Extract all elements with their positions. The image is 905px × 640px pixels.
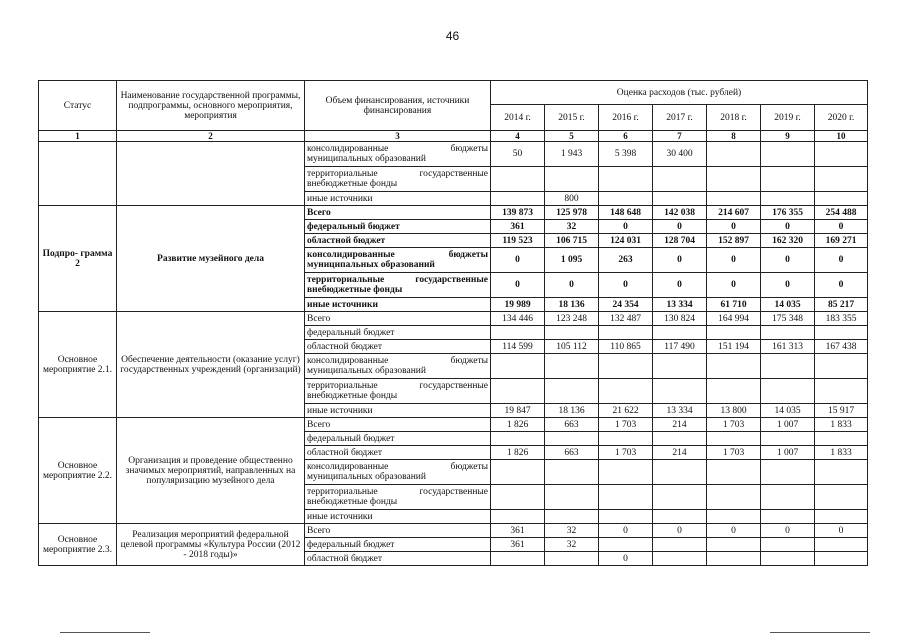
- header-volume: Объем финансирования, источники финансирования: [305, 81, 491, 131]
- program-name-cell: [117, 142, 305, 206]
- amount-cell: 15 917: [815, 404, 868, 418]
- amount-cell: 161 313: [761, 340, 815, 354]
- amount-cell: 30 400: [653, 142, 707, 167]
- amount-cell: 214: [653, 418, 707, 432]
- amount-cell: 0: [599, 524, 653, 538]
- amount-cell: [761, 552, 815, 566]
- funding-source-cell: территориальные государственные внебюджетные фонды: [305, 167, 491, 192]
- funding-source-cell: консолидированные бюджеты муниципальных образований: [305, 248, 491, 273]
- amount-cell: [653, 432, 707, 446]
- amount-cell: 21 622: [599, 404, 653, 418]
- amount-cell: 128 704: [653, 234, 707, 248]
- header-estimate: Оценка расходов (тыс. рублей): [491, 81, 868, 105]
- amount-cell: 663: [545, 446, 599, 460]
- amount-cell: [599, 192, 653, 206]
- amount-cell: 0: [707, 248, 761, 273]
- amount-cell: 0: [707, 220, 761, 234]
- amount-cell: [815, 538, 868, 552]
- column-index: 6: [599, 131, 653, 142]
- amount-cell: 13 800: [707, 404, 761, 418]
- amount-cell: [653, 167, 707, 192]
- amount-cell: [599, 538, 653, 552]
- amount-cell: 151 194: [707, 340, 761, 354]
- amount-cell: 19 989: [491, 298, 545, 312]
- amount-cell: [707, 485, 761, 510]
- amount-cell: [761, 460, 815, 485]
- program-name-cell: Реализация мероприятий федеральной целевой программы «Культура России (2012 - 2018 годы)»: [117, 524, 305, 566]
- amount-cell: 800: [545, 192, 599, 206]
- amount-cell: 0: [491, 273, 545, 298]
- amount-cell: [707, 167, 761, 192]
- amount-cell: [707, 538, 761, 552]
- status-cell: Основное мероприятие 2.1.: [39, 312, 117, 418]
- amount-cell: 18 136: [545, 298, 599, 312]
- amount-cell: 1 826: [491, 446, 545, 460]
- amount-cell: 124 031: [599, 234, 653, 248]
- amount-cell: [491, 192, 545, 206]
- funding-source-cell: территориальные государственные внебюджетные фонды: [305, 485, 491, 510]
- amount-cell: [761, 192, 815, 206]
- amount-cell: 19 847: [491, 404, 545, 418]
- amount-cell: [761, 485, 815, 510]
- table-row: [39, 312, 868, 326]
- funding-source-cell: иные источники: [305, 298, 491, 312]
- status-cell: Основное мероприятие 2.2.: [39, 418, 117, 524]
- amount-cell: 1 703: [707, 446, 761, 460]
- amount-cell: 0: [599, 273, 653, 298]
- amount-cell: [707, 460, 761, 485]
- amount-cell: [599, 432, 653, 446]
- program-name-cell: Развитие музейного дела: [117, 206, 305, 312]
- amount-cell: [761, 432, 815, 446]
- amount-cell: 106 715: [545, 234, 599, 248]
- amount-cell: 18 136: [545, 404, 599, 418]
- amount-cell: [815, 379, 868, 404]
- amount-cell: 134 446: [491, 312, 545, 326]
- amount-cell: 117 490: [653, 340, 707, 354]
- amount-cell: [491, 432, 545, 446]
- amount-cell: [653, 485, 707, 510]
- program-name-cell: Организация и проведение общественно значимых мероприятий, направленных на популяризацию музейного дела: [117, 418, 305, 524]
- amount-cell: 152 897: [707, 234, 761, 248]
- amount-cell: 148 648: [599, 206, 653, 220]
- funding-source-cell: территориальные государственные внебюджетные фонды: [305, 273, 491, 298]
- amount-cell: [545, 326, 599, 340]
- column-index: 5: [545, 131, 599, 142]
- amount-cell: 175 348: [761, 312, 815, 326]
- amount-cell: [545, 432, 599, 446]
- funding-source-cell: федеральный бюджет: [305, 220, 491, 234]
- amount-cell: [761, 142, 815, 167]
- amount-cell: 0: [761, 273, 815, 298]
- table-body: [39, 142, 868, 566]
- amount-cell: 61 710: [707, 298, 761, 312]
- amount-cell: 1 833: [815, 418, 868, 432]
- column-index: 4: [491, 131, 545, 142]
- amount-cell: 0: [707, 273, 761, 298]
- header-year: 2016 г.: [599, 105, 653, 131]
- column-index: 7: [653, 131, 707, 142]
- amount-cell: [707, 379, 761, 404]
- amount-cell: 13 334: [653, 298, 707, 312]
- amount-cell: 1 007: [761, 418, 815, 432]
- table-row: [39, 206, 868, 220]
- amount-cell: 167 438: [815, 340, 868, 354]
- table-header: [39, 81, 868, 142]
- funding-source-cell: Всего: [305, 206, 491, 220]
- amount-cell: [815, 485, 868, 510]
- amount-cell: 1 095: [545, 248, 599, 273]
- amount-cell: [761, 326, 815, 340]
- amount-cell: 0: [707, 524, 761, 538]
- amount-cell: [491, 552, 545, 566]
- amount-cell: 0: [653, 524, 707, 538]
- page-edge-line: [60, 632, 150, 633]
- budget-table: [38, 80, 868, 566]
- amount-cell: [707, 192, 761, 206]
- amount-cell: [599, 485, 653, 510]
- amount-cell: [761, 354, 815, 379]
- amount-cell: 123 248: [545, 312, 599, 326]
- amount-cell: 14 035: [761, 298, 815, 312]
- amount-cell: 183 355: [815, 312, 868, 326]
- amount-cell: 32: [545, 220, 599, 234]
- amount-cell: 125 978: [545, 206, 599, 220]
- amount-cell: [815, 460, 868, 485]
- amount-cell: 0: [815, 524, 868, 538]
- funding-source-cell: областной бюджет: [305, 340, 491, 354]
- funding-source-cell: иные источники: [305, 192, 491, 206]
- header-year: 2019 г.: [761, 105, 815, 131]
- amount-cell: [653, 460, 707, 485]
- amount-cell: [491, 510, 545, 524]
- amount-cell: 139 873: [491, 206, 545, 220]
- amount-cell: 0: [815, 273, 868, 298]
- amount-cell: 0: [815, 220, 868, 234]
- amount-cell: 1 826: [491, 418, 545, 432]
- amount-cell: 0: [599, 552, 653, 566]
- table-row: [39, 524, 868, 538]
- funding-source-cell: Всего: [305, 418, 491, 432]
- column-index: 8: [707, 131, 761, 142]
- amount-cell: 14 035: [761, 404, 815, 418]
- header-name: Наименование государственной программы, подпрограммы, основного мероприятия, мероприятия: [117, 81, 305, 131]
- amount-cell: [815, 354, 868, 379]
- amount-cell: [707, 552, 761, 566]
- column-index: 10: [815, 131, 868, 142]
- header-year: 2020 г.: [815, 105, 868, 131]
- amount-cell: [491, 354, 545, 379]
- amount-cell: 130 824: [653, 312, 707, 326]
- amount-cell: 1 943: [545, 142, 599, 167]
- column-index: 9: [761, 131, 815, 142]
- amount-cell: 214: [653, 446, 707, 460]
- amount-cell: 24 354: [599, 298, 653, 312]
- funding-source-cell: иные источники: [305, 404, 491, 418]
- amount-cell: 1 007: [761, 446, 815, 460]
- header-year: 2015 г.: [545, 105, 599, 131]
- funding-source-cell: Всего: [305, 312, 491, 326]
- amount-cell: [707, 432, 761, 446]
- column-index: 2: [117, 131, 305, 142]
- amount-cell: [653, 354, 707, 379]
- funding-source-cell: консолидированные бюджеты муниципальных образований: [305, 354, 491, 379]
- amount-cell: 110 865: [599, 340, 653, 354]
- status-cell: Основное мероприятие 2.3.: [39, 524, 117, 566]
- amount-cell: 1 703: [599, 446, 653, 460]
- amount-cell: 169 271: [815, 234, 868, 248]
- header-year: 2017 г.: [653, 105, 707, 131]
- funding-source-cell: иные источники: [305, 510, 491, 524]
- amount-cell: [545, 552, 599, 566]
- amount-cell: 176 355: [761, 206, 815, 220]
- amount-cell: 0: [761, 524, 815, 538]
- amount-cell: 0: [545, 273, 599, 298]
- amount-cell: [815, 552, 868, 566]
- amount-cell: 50: [491, 142, 545, 167]
- funding-source-cell: областной бюджет: [305, 234, 491, 248]
- amount-cell: 132 487: [599, 312, 653, 326]
- amount-cell: 13 334: [653, 404, 707, 418]
- amount-cell: 0: [653, 220, 707, 234]
- header-year: 2018 г.: [707, 105, 761, 131]
- funding-source-cell: областной бюджет: [305, 552, 491, 566]
- header-status: Статус: [39, 81, 117, 131]
- amount-cell: [599, 167, 653, 192]
- amount-cell: [761, 167, 815, 192]
- amount-cell: 5 398: [599, 142, 653, 167]
- page-number: 46: [445, 29, 460, 43]
- amount-cell: [761, 538, 815, 552]
- amount-cell: 114 599: [491, 340, 545, 354]
- amount-cell: 663: [545, 418, 599, 432]
- funding-source-cell: федеральный бюджет: [305, 326, 491, 340]
- amount-cell: [599, 379, 653, 404]
- table-row: [39, 142, 868, 167]
- funding-source-cell: федеральный бюджет: [305, 538, 491, 552]
- amount-cell: 1 703: [707, 418, 761, 432]
- amount-cell: [653, 379, 707, 404]
- amount-cell: [815, 326, 868, 340]
- amount-cell: [653, 510, 707, 524]
- amount-cell: 361: [491, 538, 545, 552]
- amount-cell: [491, 379, 545, 404]
- amount-cell: [707, 510, 761, 524]
- program-name-cell: Обеспечение деятельности (оказание услуг) государственных учреждений (организаций): [117, 312, 305, 418]
- amount-cell: [707, 142, 761, 167]
- amount-cell: 0: [491, 248, 545, 273]
- amount-cell: 263: [599, 248, 653, 273]
- amount-cell: 0: [761, 248, 815, 273]
- amount-cell: 0: [653, 273, 707, 298]
- page-edge-line: [770, 632, 870, 633]
- amount-cell: 85 217: [815, 298, 868, 312]
- amount-cell: [491, 167, 545, 192]
- amount-cell: [653, 326, 707, 340]
- column-index-row: [39, 131, 868, 142]
- amount-cell: 1 703: [599, 418, 653, 432]
- amount-cell: [707, 354, 761, 379]
- funding-source-cell: федеральный бюджет: [305, 432, 491, 446]
- amount-cell: 254 488: [815, 206, 868, 220]
- header-year: 2014 г.: [491, 105, 545, 131]
- amount-cell: [491, 460, 545, 485]
- funding-source-cell: консолидированные бюджеты муниципальных образований: [305, 142, 491, 167]
- amount-cell: [545, 510, 599, 524]
- amount-cell: 361: [491, 220, 545, 234]
- amount-cell: [815, 432, 868, 446]
- amount-cell: [815, 142, 868, 167]
- amount-cell: [491, 485, 545, 510]
- funding-source-cell: областной бюджет: [305, 446, 491, 460]
- amount-cell: [653, 552, 707, 566]
- amount-cell: [815, 510, 868, 524]
- amount-cell: 214 607: [707, 206, 761, 220]
- amount-cell: [545, 354, 599, 379]
- amount-cell: [545, 167, 599, 192]
- amount-cell: [599, 510, 653, 524]
- column-index: 3: [305, 131, 491, 142]
- amount-cell: 0: [815, 248, 868, 273]
- amount-cell: [599, 460, 653, 485]
- amount-cell: 105 112: [545, 340, 599, 354]
- amount-cell: 0: [599, 220, 653, 234]
- amount-cell: [545, 379, 599, 404]
- amount-cell: 1 833: [815, 446, 868, 460]
- amount-cell: [545, 460, 599, 485]
- amount-cell: 32: [545, 538, 599, 552]
- amount-cell: [653, 192, 707, 206]
- amount-cell: 119 523: [491, 234, 545, 248]
- amount-cell: [761, 379, 815, 404]
- amount-cell: 142 038: [653, 206, 707, 220]
- amount-cell: [761, 510, 815, 524]
- amount-cell: 164 994: [707, 312, 761, 326]
- column-index: 1: [39, 131, 117, 142]
- amount-cell: 361: [491, 524, 545, 538]
- amount-cell: 0: [653, 248, 707, 273]
- amount-cell: [815, 167, 868, 192]
- funding-source-cell: Всего: [305, 524, 491, 538]
- amount-cell: 0: [761, 220, 815, 234]
- amount-cell: [815, 192, 868, 206]
- amount-cell: [491, 326, 545, 340]
- amount-cell: 162 320: [761, 234, 815, 248]
- amount-cell: [545, 485, 599, 510]
- status-cell: [39, 142, 117, 206]
- amount-cell: [599, 354, 653, 379]
- table-row: [39, 418, 868, 432]
- amount-cell: 32: [545, 524, 599, 538]
- funding-source-cell: консолидированные бюджеты муниципальных образований: [305, 460, 491, 485]
- amount-cell: [653, 538, 707, 552]
- status-cell: Подпро- грамма 2: [39, 206, 117, 312]
- funding-source-cell: территориальные государственные внебюджетные фонды: [305, 379, 491, 404]
- amount-cell: [599, 326, 653, 340]
- amount-cell: [707, 326, 761, 340]
